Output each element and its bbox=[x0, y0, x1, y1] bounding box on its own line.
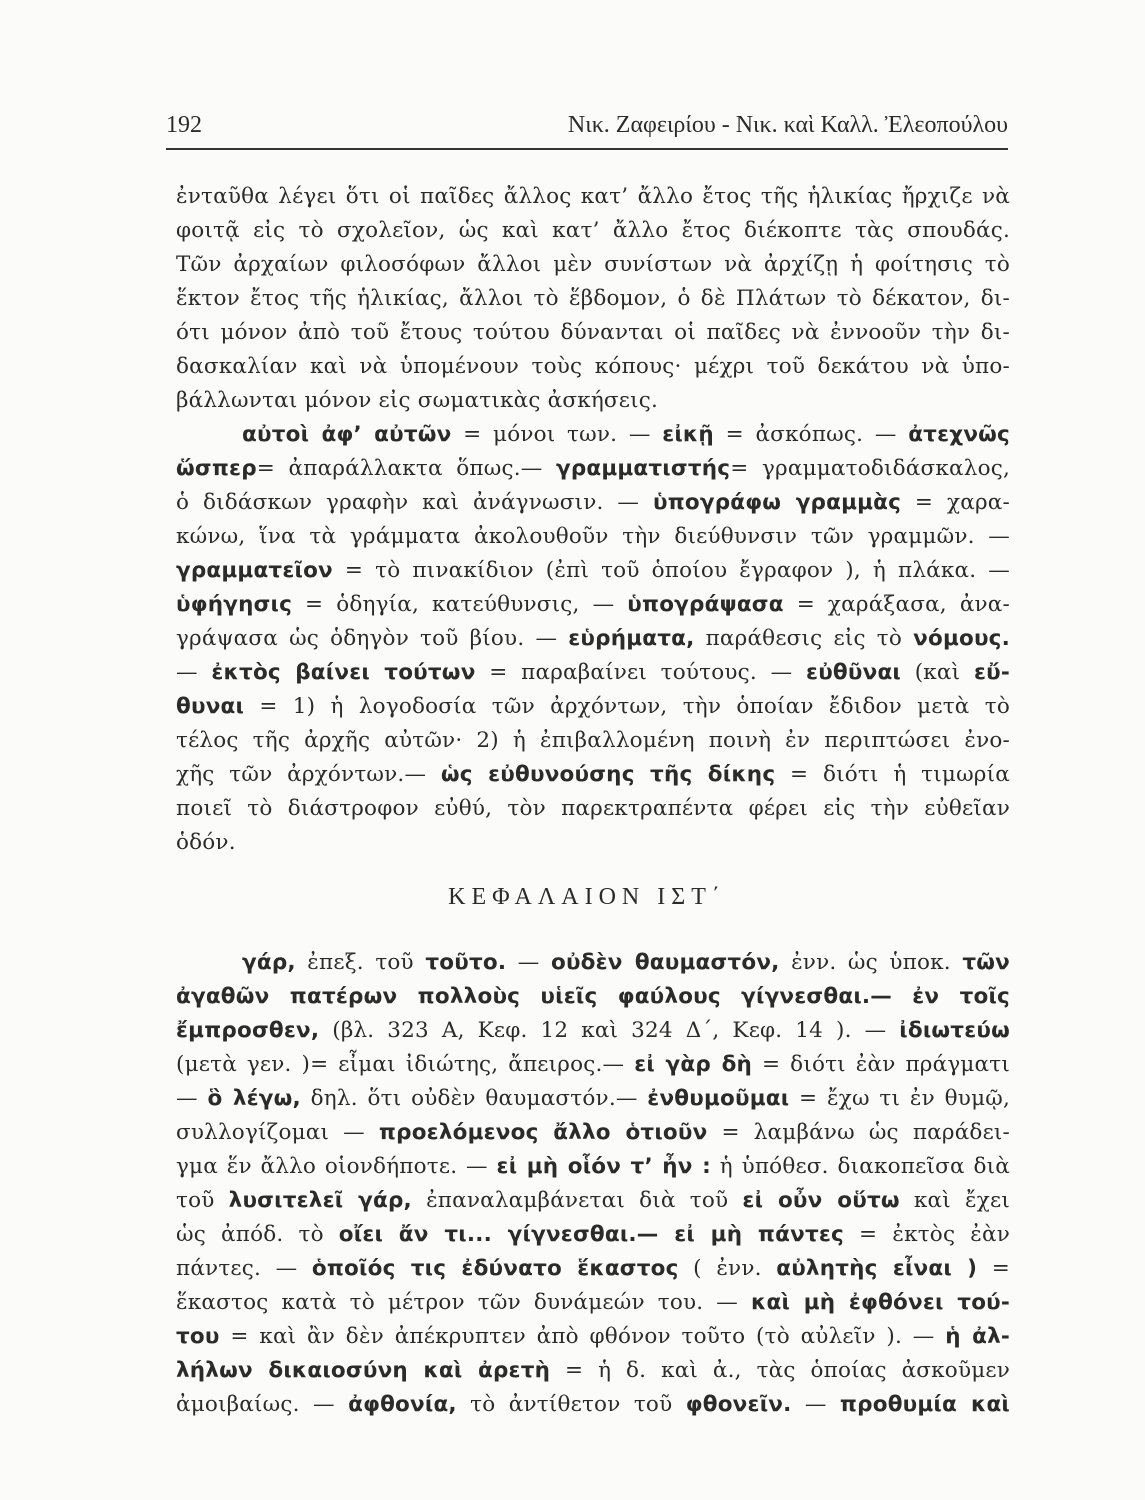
text-line bbox=[176, 1218, 1010, 1252]
lemma: εἰ γὰρ δὴ bbox=[634, 1052, 753, 1077]
lemma: ἀτεχνῶς bbox=[908, 422, 1010, 447]
gloss-text: = ἔχω τι ἐν θυμῷ, bbox=[789, 1086, 1010, 1111]
lemma: ἐκτὸς βαίνει τούτων bbox=[211, 660, 476, 685]
page-number: 192 bbox=[166, 112, 202, 138]
text-line bbox=[176, 316, 1010, 350]
gloss-text: συλλογίζομαι — bbox=[176, 1120, 379, 1145]
gloss-text: παράθεσις εἰς τὸ bbox=[694, 626, 914, 651]
text-line bbox=[176, 1150, 1010, 1184]
gloss-text: γμα ἕν ἄλλο οἱονδήποτε. — bbox=[176, 1154, 497, 1179]
text-line bbox=[176, 792, 1010, 826]
gloss-text: — bbox=[791, 1392, 840, 1417]
text-line bbox=[176, 1082, 1010, 1116]
gloss-text: ἀμοιβαίως. — bbox=[176, 1392, 349, 1417]
lemma: αὐτοὶ ἀφ’ αὐτῶν bbox=[242, 422, 452, 447]
lemma: ὥσπερ bbox=[176, 456, 257, 481]
gloss-text: — bbox=[176, 660, 212, 685]
lemma: εἰκῇ bbox=[662, 422, 714, 447]
text-line bbox=[176, 1388, 1010, 1422]
gloss-text: ἕκαστος κατὰ τὸ μέτρον τῶν δυνάμεών του. — bbox=[176, 1290, 752, 1315]
gloss-text: = χαρα- bbox=[901, 490, 1010, 515]
gloss-text: ἐνταῦθα λέγει ὅτι οἱ παῖδες ἄλλος κατ’ ἄλλο ἔτος τῆς ἡλικίας ἤρχιζε νὰ bbox=[176, 184, 1010, 209]
gloss-text: κώνω, ἵνα τὰ γράμματα ἀκολουθοῦν τὴν διεύθυνσιν τῶν γραμμῶν. — bbox=[176, 524, 1010, 549]
gloss-text: = χαράξασα, ἀνα- bbox=[783, 592, 1010, 617]
text-line bbox=[176, 384, 1010, 418]
lemma: εὐθῦναι bbox=[806, 660, 902, 685]
gloss-text: ἐπαναλαμβάνεται διὰ τοῦ bbox=[411, 1188, 743, 1213]
lemma: εὔ- bbox=[973, 660, 1010, 685]
text-line bbox=[176, 486, 1010, 520]
lemma: τῶν bbox=[962, 950, 1010, 975]
text-line bbox=[176, 1048, 1010, 1082]
lemma: εὑρήματα, bbox=[568, 626, 695, 651]
gloss-text: ἐπεξ. τοῦ bbox=[295, 950, 426, 975]
gloss-text: βάλλωνται μόνον εἰς σωματικὰς ἀσκήσεις. bbox=[176, 388, 659, 413]
lemma: λήλων δικαιοσύνη καὶ ἀρετὴ bbox=[176, 1358, 551, 1383]
text-line bbox=[176, 946, 1010, 980]
gloss-text: ἕκτον ἔτος τῆς ἡλικίας, ἄλλοι τὸ ἕβδομον, ὁ δὲ Πλάτων τὸ δέκατον, δι- bbox=[176, 286, 1010, 311]
lemma: οὐδὲν θαυμαστόν, bbox=[550, 950, 780, 975]
gloss-text: = μόνοι των. — bbox=[451, 422, 663, 447]
lemma: ὑπογράφω γραμμὰς bbox=[652, 490, 902, 515]
lemma: ὁποῖός τις ἐδύνατο ἕκαστος bbox=[311, 1256, 679, 1281]
gloss-text: τέλος τῆς ἀρχῆς αὐτῶν· 2) ἡ ἐπιβαλλομένη ποινὴ ἐν περιπτώσει ἐνο- bbox=[176, 728, 1010, 753]
lemma: φθονεῖν. bbox=[685, 1392, 792, 1417]
gloss-text: = ἡ δ. καὶ ἀ., τὰς ὁποίας ἀσκοῦμεν bbox=[550, 1358, 1010, 1383]
text-line bbox=[176, 350, 1010, 384]
gloss-text: = διότι ἡ τιμωρία bbox=[775, 762, 1010, 787]
gloss-text: χῆς τῶν ἀρχόντων.— bbox=[176, 762, 441, 787]
gloss-text: ἡ ὑπόθεσ. διακοπεῖσα διὰ bbox=[710, 1154, 1010, 1179]
lemma: θυναι bbox=[176, 694, 245, 719]
gloss-text: τὸ ἀντίθετον τοῦ bbox=[456, 1392, 686, 1417]
lemma: εἰ οὖν οὕτω bbox=[742, 1188, 900, 1213]
gloss-text: = λαμβάνω ὡς παράδει- bbox=[707, 1120, 1010, 1145]
lemma: γάρ, bbox=[242, 950, 296, 975]
gloss-text: ὁδόν. bbox=[176, 830, 236, 855]
text-line bbox=[176, 1286, 1010, 1320]
lemma: ὑπογράψασα bbox=[627, 592, 784, 617]
page-header bbox=[166, 112, 1008, 146]
gloss-text: — bbox=[506, 950, 551, 975]
gloss-text: πάντες. — bbox=[176, 1256, 312, 1281]
lemma: ἐνθυμοῦμαι bbox=[647, 1086, 790, 1111]
lemma: γραμματεῖον bbox=[176, 558, 333, 583]
text-line bbox=[176, 520, 1010, 554]
lemma: γραμματιστής bbox=[555, 456, 731, 481]
text-line bbox=[176, 622, 1010, 656]
text-line bbox=[176, 758, 1010, 792]
gloss-text: = 1) ἡ λογοδοσία τῶν ἀρχόντων, τὴν ὁποίαν ἔδιδον μετὰ τὸ bbox=[244, 694, 1010, 719]
gloss-text: ότι μόνον ἀπὸ τοῦ ἔτους τούτου δύνανται οἱ παῖδες νὰ ἐννοοῦν τὴν δι- bbox=[176, 320, 1010, 345]
text-line bbox=[176, 1252, 1010, 1286]
gloss-text: φοιτᾷ εἰς τὸ σχολεῖον, ὡς καὶ κατ’ ἄλλο ἔτος διέκοπτε τὰς σπουδάς. bbox=[176, 218, 1010, 243]
lemma: τοῦτο. bbox=[425, 950, 507, 975]
lemma: ὡς εὐθυνούσης τῆς δίκης bbox=[440, 762, 776, 787]
gloss-text: = καὶ ἂν δὲν ἀπέκρυπτεν ἀπὸ φθόνον τοῦτο (τὸ αὐλεῖν ). — bbox=[219, 1324, 946, 1349]
text-line bbox=[176, 214, 1010, 248]
text-line bbox=[176, 282, 1010, 316]
gloss-text: = ἀπαράλλακτα ὅπως.— bbox=[256, 456, 556, 481]
gloss-text: (καὶ bbox=[901, 660, 974, 685]
gloss-text: δηλ. ὅτι οὐδὲν θαυμαστόν.— bbox=[300, 1086, 648, 1111]
header-rule bbox=[166, 148, 1008, 150]
gloss-text: ὁ διδάσκων γραφὴν καὶ ἀνάγνωσιν. — bbox=[176, 490, 653, 515]
running-title: Νικ. Ζαφειρίου - Νικ. καὶ Καλλ. Ἐλεοπούλου bbox=[567, 112, 1008, 138]
text-line bbox=[176, 980, 1010, 1014]
text-line bbox=[176, 724, 1010, 758]
lemma: καὶ μὴ ἐφθόνει τού- bbox=[751, 1290, 1010, 1315]
lemma: ἰδιωτεύω bbox=[899, 1018, 1010, 1043]
lemma: ἔμπροσθεν, bbox=[176, 1018, 320, 1043]
text-line bbox=[176, 1184, 1010, 1218]
gloss-text: = παραβαίνει τούτους. — bbox=[475, 660, 807, 685]
lemma: νόμους. bbox=[913, 626, 1010, 651]
text-line bbox=[176, 656, 1010, 690]
chapter-title: ΚΕΦΑΛΑΙΟΝ ΙΣΤ΄ bbox=[448, 884, 726, 910]
gloss-text: = γραμματοδιδάσκαλος, bbox=[730, 456, 1010, 481]
gloss-text: τοῦ bbox=[176, 1188, 229, 1213]
gloss-text: δασκαλίαν καὶ νὰ ὑπομένουν τοὺς κόπους· μέχρι τοῦ δεκάτου νὰ ὑπο- bbox=[176, 354, 1010, 379]
gloss-text: = ἐκτὸς ἐὰν bbox=[843, 1222, 1010, 1247]
gloss-text: ποιεῖ τὸ διάστροφον εὐθύ, τὸν παρεκτραπέντα φέρει εἰς τὴν εὐθεῖαν bbox=[176, 796, 1010, 821]
text-line bbox=[176, 588, 1010, 622]
lemma: αὐλητὴς εἶναι ) bbox=[776, 1256, 978, 1281]
lemma: ἀγαθῶν πατέρων πολλοὺς υἱεῖς φαύλους γίγνεσθαι.— ἐν τοῖς bbox=[176, 984, 1010, 1009]
lemma: λυσιτελεῖ γάρ, bbox=[228, 1188, 412, 1213]
gloss-text: ( ἐνν. bbox=[678, 1256, 777, 1281]
text-line bbox=[176, 248, 1010, 282]
commentary-section-2 bbox=[176, 946, 1010, 1422]
gloss-text: = bbox=[977, 1256, 1010, 1281]
lemma: ἡ ἀλ- bbox=[945, 1324, 1010, 1349]
gloss-text: = τὸ πινακίδιον (ἐπὶ τοῦ ὁποίου ἔγραφον ), ἡ πλάκα. — bbox=[332, 558, 1010, 583]
lemma: προθυμία καὶ bbox=[839, 1392, 1010, 1417]
lemma: προελόμενος ἄλλο ὁτιοῦν bbox=[378, 1120, 708, 1145]
gloss-text: καὶ ἔχει bbox=[899, 1188, 1010, 1213]
gloss-text: — bbox=[176, 1086, 208, 1111]
lemma: εἰ μὴ οἷόν τ’ ἦν : bbox=[496, 1154, 711, 1179]
lemma: του bbox=[176, 1324, 220, 1349]
gloss-text: ὡς ἀπόδ. τὸ bbox=[176, 1222, 339, 1247]
gloss-text: = διότι ἐὰν πράγματι bbox=[752, 1052, 1010, 1077]
text-line bbox=[176, 180, 1010, 214]
gloss-text: (βλ. 323 Α, Κεφ. 12 καὶ 324 Δ΄, Κεφ. 14 ). — bbox=[319, 1018, 900, 1043]
gloss-text: = ὁδηγία, κατεύθυνσις, — bbox=[292, 592, 628, 617]
lemma: ἀφθονία, bbox=[348, 1392, 457, 1417]
gloss-text: γράψασα ὡς ὁδηγὸν τοῦ βίου. — bbox=[176, 626, 569, 651]
text-line bbox=[176, 1014, 1010, 1048]
gloss-text: ἐνν. ὡς ὑποκ. bbox=[779, 950, 963, 975]
gloss-text: = ἀσκόπως. — bbox=[713, 422, 909, 447]
lemma: οἴει ἄν τι... γίγνεσθαι.— εἰ μὴ πάντες bbox=[338, 1222, 844, 1247]
text-line bbox=[176, 554, 1010, 588]
text-line bbox=[176, 1320, 1010, 1354]
commentary-section-1 bbox=[176, 180, 1010, 860]
text-line bbox=[176, 690, 1010, 724]
lemma: ὑφήγησις bbox=[176, 592, 293, 617]
gloss-text: (μετὰ γεν. )= εἶμαι ἰδιώτης, ἄπειρος.— bbox=[176, 1052, 635, 1077]
text-line bbox=[176, 1354, 1010, 1388]
gloss-text: Τῶν ἀρχαίων φιλοσόφων ἄλλοι μὲν συνίστων νὰ ἀρχίζῃ ἡ φοίτησις τὸ bbox=[176, 252, 1010, 277]
text-line bbox=[176, 1116, 1010, 1150]
text-line bbox=[176, 452, 1010, 486]
lemma: ὃ λέγω, bbox=[207, 1086, 301, 1111]
text-line bbox=[176, 418, 1010, 452]
text-line bbox=[176, 826, 1010, 860]
